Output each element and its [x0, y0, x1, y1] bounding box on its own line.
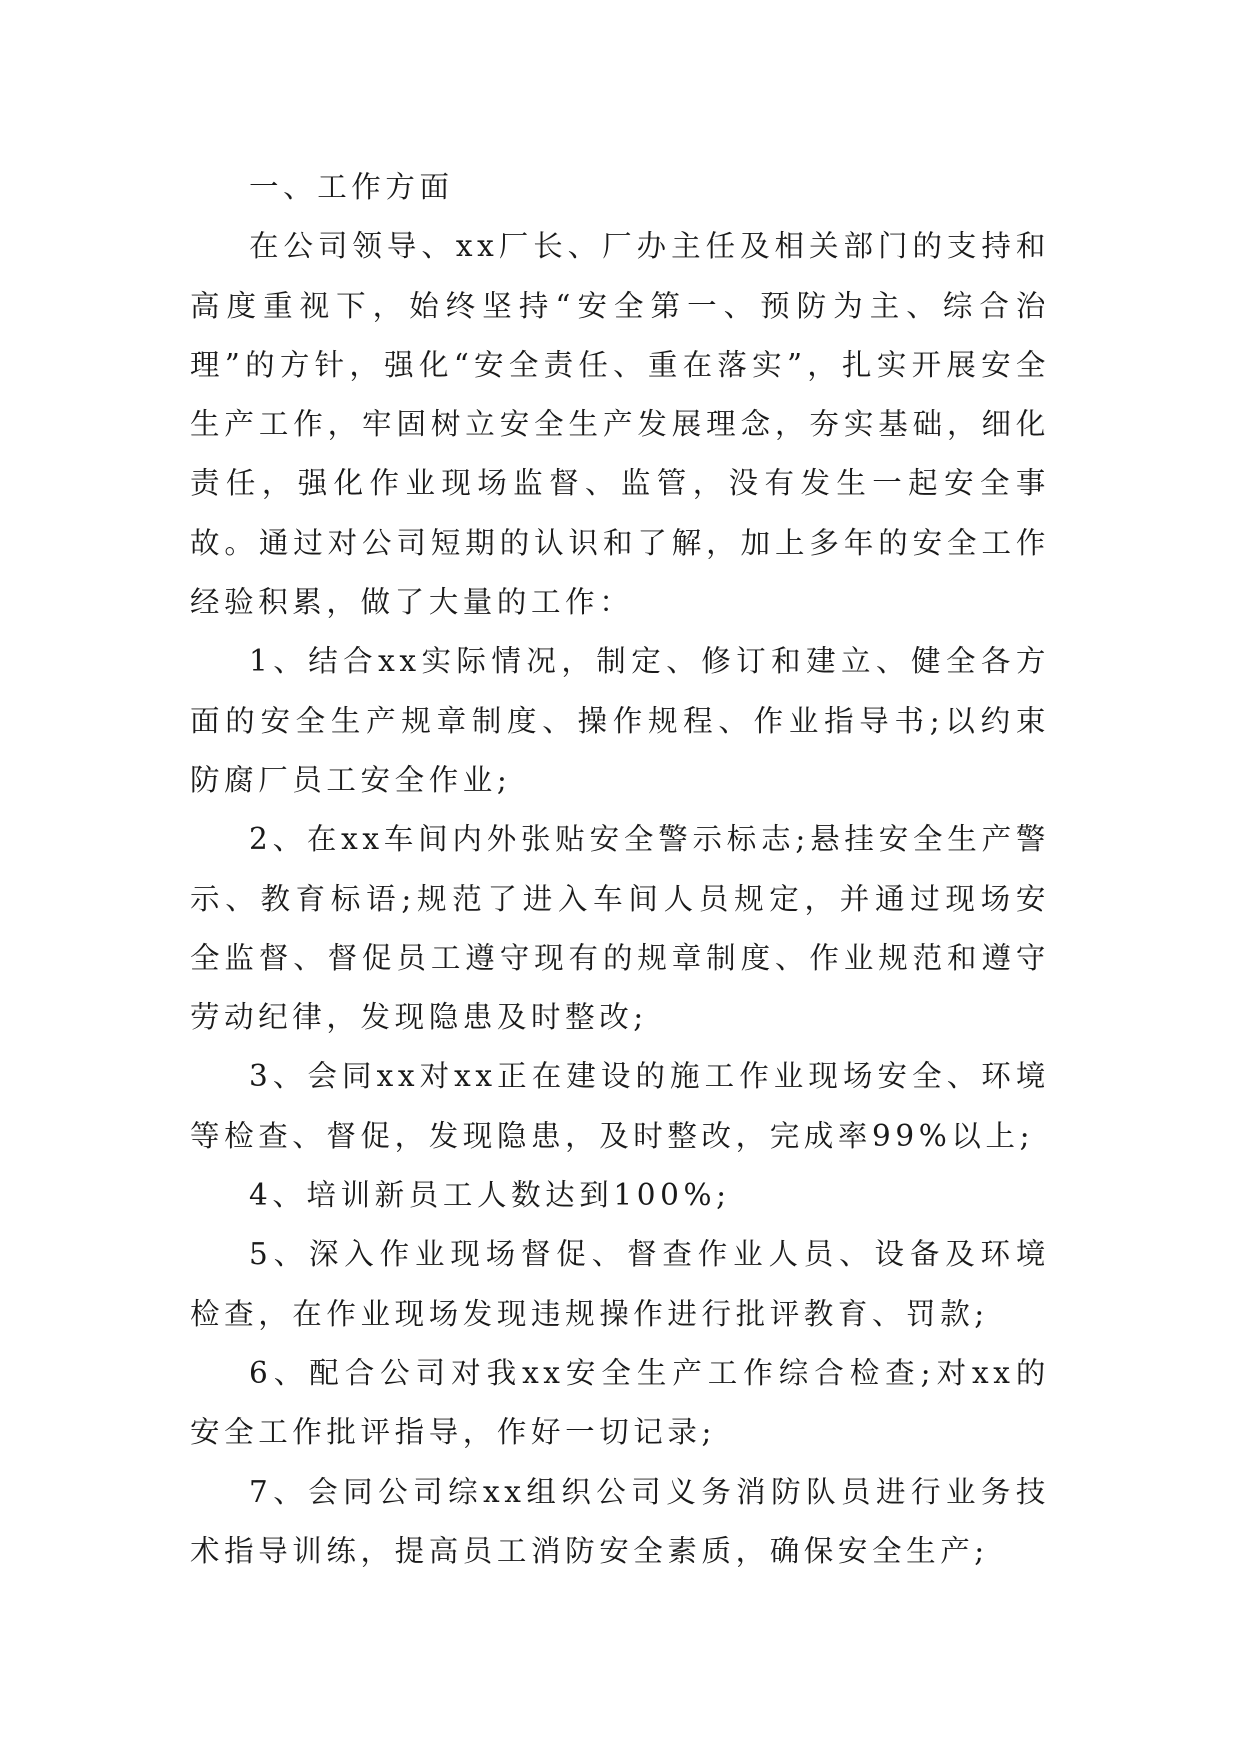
list-item-1: 1、结合xx实际情况，制定、修订和建立、健全各方面的安全生产规章制度、操作规程、作业指导书;以约束防腐厂员工安全作业; [190, 644, 1050, 797]
section-heading: 一、工作方面 [249, 170, 454, 204]
list-item-2: 2、在xx车间内外张贴安全警示标志;悬挂安全生产警示、教育标语;规范了进入车间人员规定，并通过现场安全监督、督促员工遵守现有的规章制度、作业规范和遵守劳动纪律，发现隐患及时整改; [190, 822, 1050, 1035]
list-item-6: 6、配合公司对我xx安全生产工作综合检查;对xx的安全工作批评指导，作好一切记录; [190, 1355, 1050, 1450]
list-item-4: 4、培训新员工人数达到100%; [249, 1178, 731, 1213]
list-item-7: 7、会同公司综xx组织公司义务消防队员进行业务技术指导训练，提高员工消防安全素质，确保安全生产; [190, 1474, 1050, 1568]
intro-paragraph: 在公司领导、xx厂长、厂办主任及相关部门的支持和高度重视下，始终坚持“安全第一、预防为主、综合治理”的方针，强化“安全责任、重在落实”，扎实开展安全生产工作，牢固树立安全生产发展理念，夯实基础，细化责任，强化作业现场监督、监管，没有发生一起安全事故。通过对公司短期的认识和了解，加上多年的安全工作经验积累，做了大量的工作： [190, 229, 1050, 620]
list-item-5: 5、深入作业现场督促、督查作业人员、设备及环境检查，在作业现场发现违规操作进行批评教育、罚款; [190, 1237, 1050, 1331]
list-item-3: 3、会同xx对xx正在建设的施工作业现场安全、环境等检查、督促，发现隐患，及时整改，完成率99%以上; [190, 1059, 1050, 1153]
document-body [190, 158, 1050, 1581]
